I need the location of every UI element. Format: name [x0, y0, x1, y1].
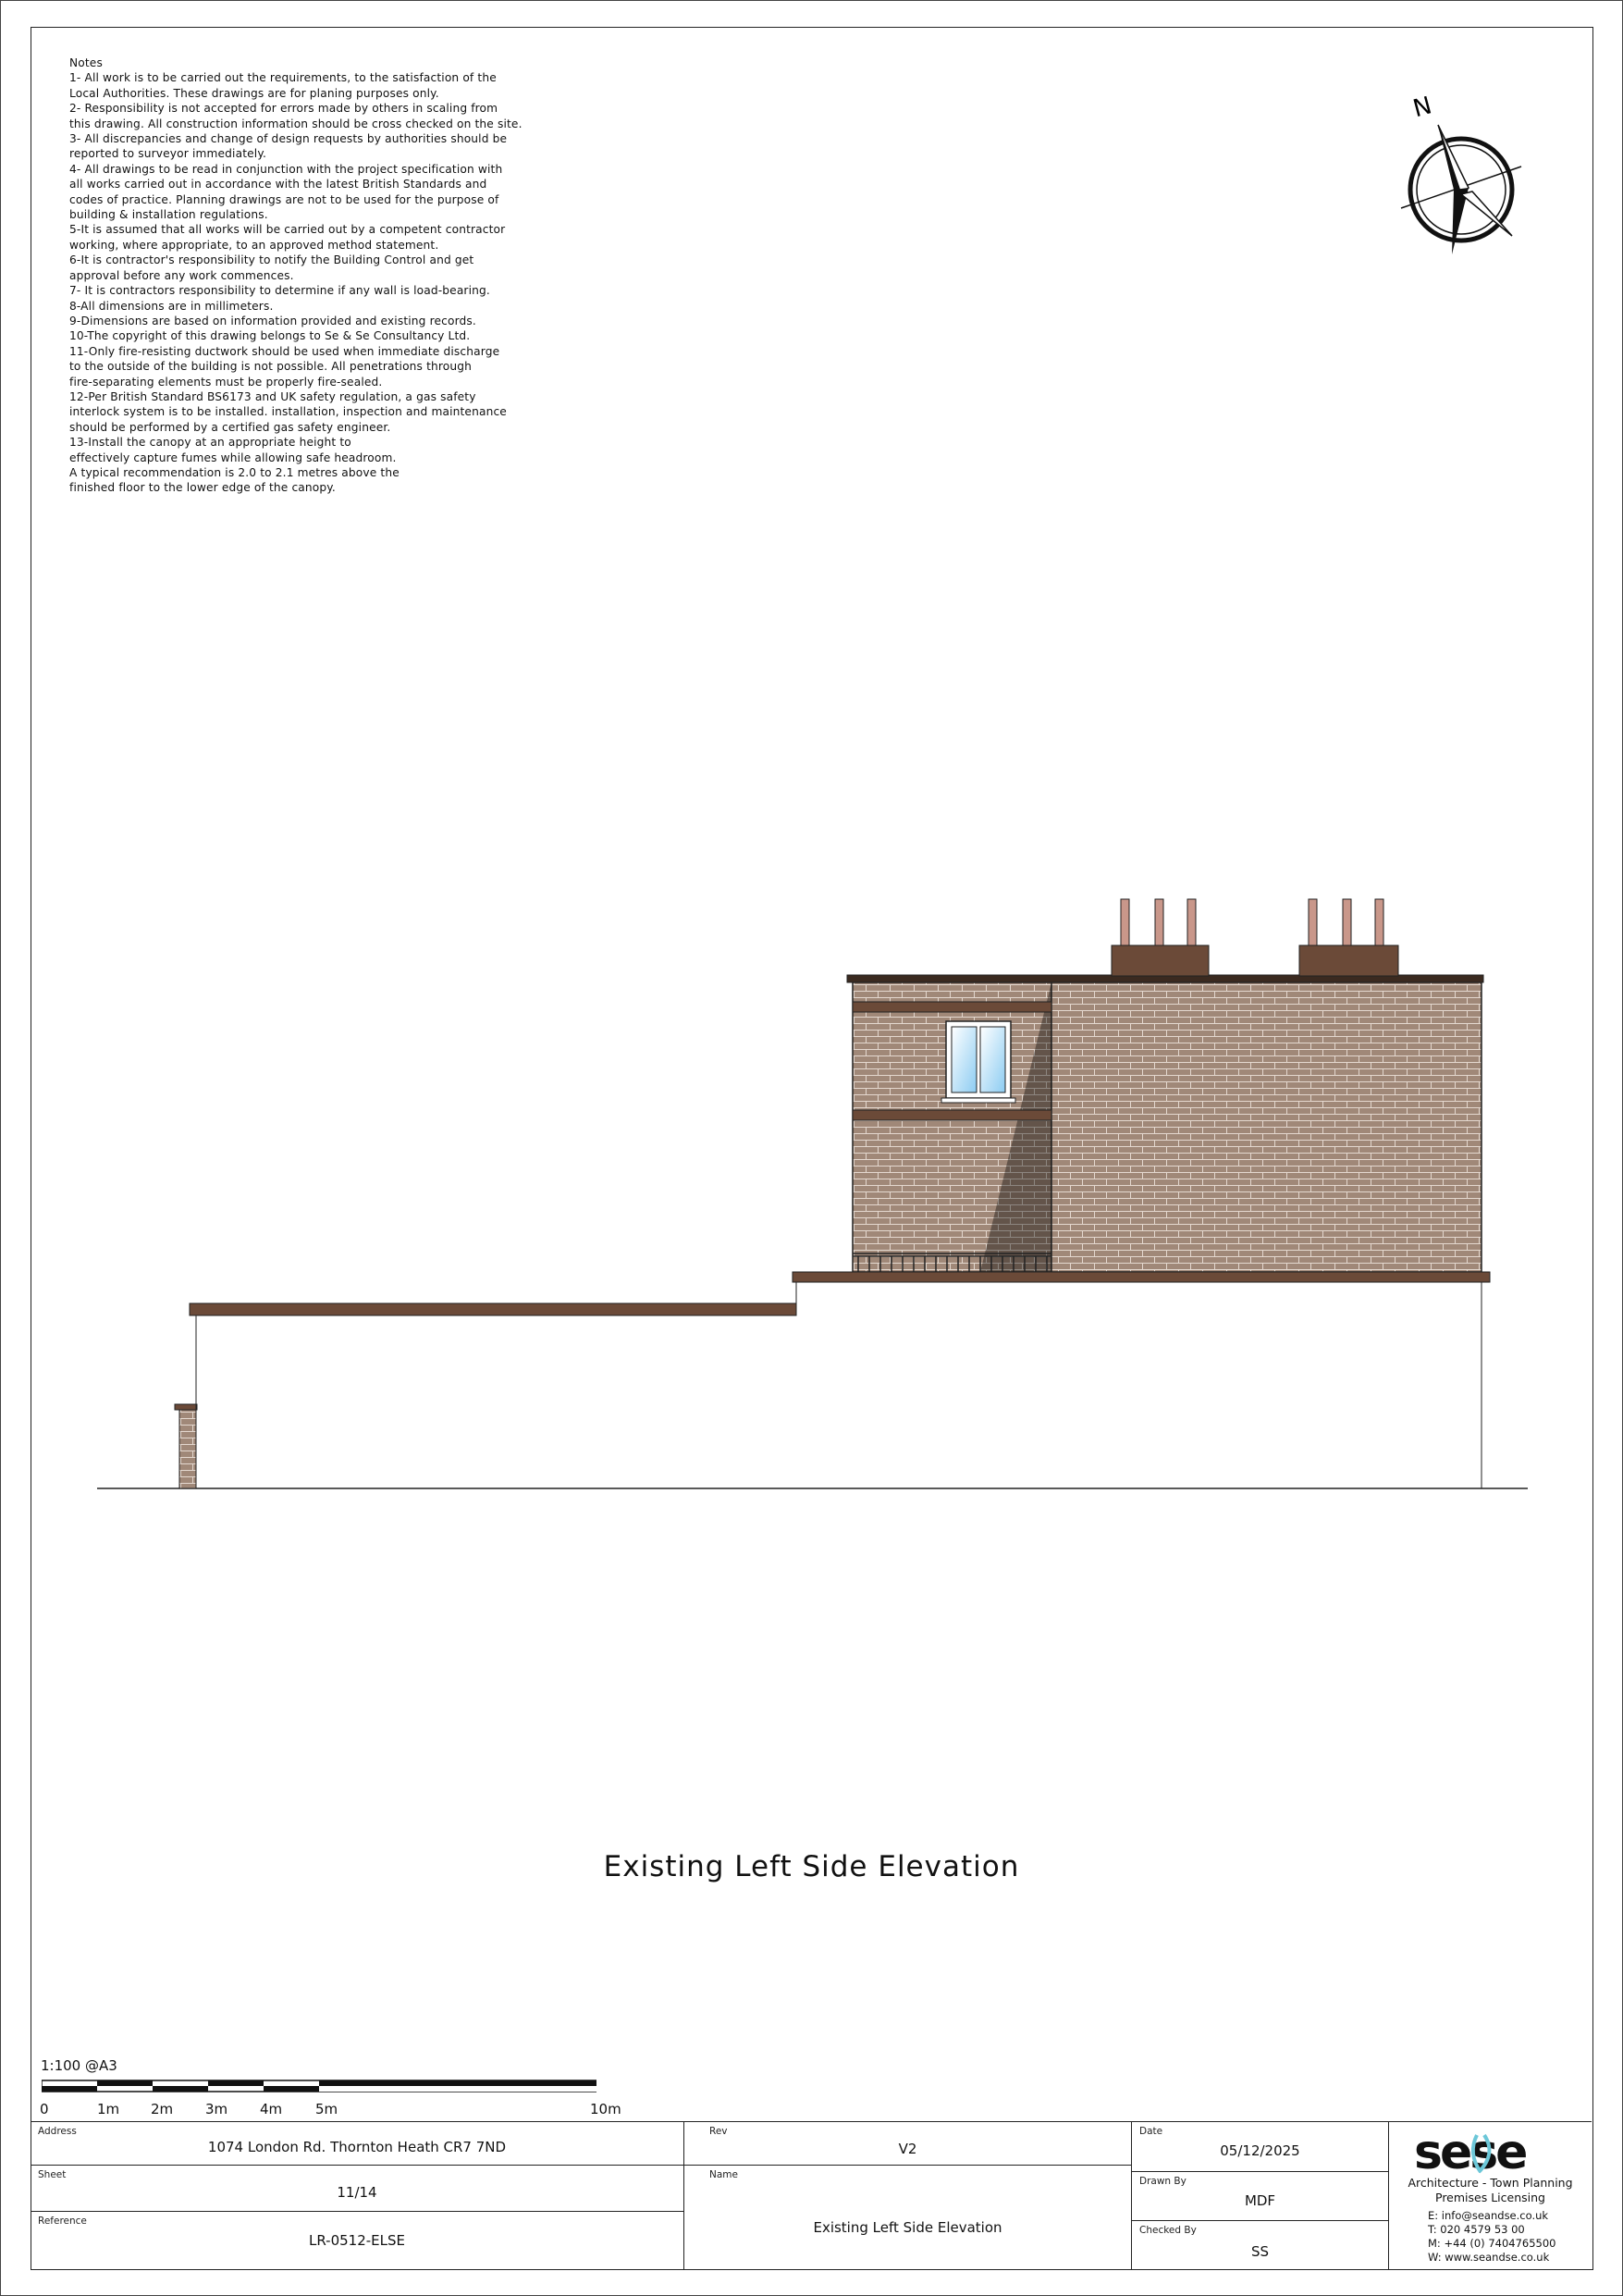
scale-tick: 2m — [151, 2101, 174, 2117]
note-line: 3- All discrepancies and change of design requests by authorities should be — [69, 132, 508, 146]
company-email: E: info@seandse.co.uk — [1428, 2209, 1549, 2222]
notes-heading: Notes — [69, 56, 103, 69]
scale-label: 1:100 @A3 — [41, 2057, 117, 2074]
north-label: N — [1409, 92, 1435, 124]
notes-lines — [69, 70, 587, 495]
name-value: Existing Left Side Elevation — [813, 2219, 1002, 2236]
chimney-stack-right — [1299, 945, 1398, 976]
note-line: 7- It is contractors responsibility to determine if any wall is load-bearing. — [69, 284, 490, 298]
note-line: 9-Dimensions are based on information provided and existing records. — [69, 314, 476, 327]
date-cell: Date 05/12/2025 — [1132, 2121, 1389, 2171]
note-line: should be performed by a certified gas safety engineer. — [69, 420, 391, 434]
company-web: W: www.seandse.co.uk — [1428, 2251, 1550, 2264]
drawing-title: Existing Left Side Elevation — [603, 1850, 1020, 1883]
date-value: 05/12/2025 — [1220, 2142, 1300, 2159]
note-line: 6-It is contractor's responsibility to notify the Building Control and get — [69, 253, 474, 267]
note-line: 5-It is assumed that all works will be carried out by a competent contractor — [69, 223, 506, 237]
address-value: 1074 London Rd. Thornton Heath CR7 7ND — [207, 2139, 507, 2155]
rev-value: V2 — [898, 2141, 917, 2157]
north-arrow-compass-icon — [1387, 88, 1535, 264]
middle-band — [853, 1110, 1051, 1120]
note-line: codes of practice. Planning drawings are not to be used for the purpose of — [69, 192, 499, 206]
notes-block — [69, 56, 587, 496]
note-line: Local Authorities. These drawings are for planing purposes only. — [69, 86, 439, 100]
reference-cell: Reference LR-0512-ELSE — [31, 2211, 684, 2269]
drawn-by-value: MDF — [1244, 2192, 1276, 2209]
note-line: all works carried out in accordance with the latest British Standards and — [69, 178, 487, 191]
note-line: 8-All dimensions are in millimeters. — [69, 299, 274, 313]
checked-by-value: SS — [1250, 2243, 1270, 2260]
chimney-stack-left — [1112, 945, 1209, 976]
window-pane-left — [952, 1027, 977, 1092]
note-line: approval before any work commences. — [69, 268, 294, 282]
rear-extension-fascia — [190, 1303, 796, 1315]
company-phone: T: 020 4579 53 00 — [1428, 2223, 1525, 2236]
chimney-pots — [1121, 899, 1383, 945]
note-line: fire-separating elements must be properly fire-sealed. — [69, 375, 383, 389]
note-line: 13-Install the canopy at an appropriate height to — [69, 436, 351, 450]
reference-value: LR-0512-ELSE — [308, 2232, 405, 2249]
name-cell: Name Existing Left Side Elevation — [684, 2165, 1132, 2269]
note-line: 4- All drawings to be read in conjunction with the project specification with — [69, 162, 503, 176]
window-pane-right — [980, 1027, 1005, 1092]
note-line: 12-Per British Standard BS6173 and UK safety regulation, a gas safety — [69, 389, 476, 403]
window-sill — [941, 1098, 1015, 1103]
sheet-value: 11/14 — [337, 2184, 377, 2201]
note-line: working, where appropriate, to an approved method statement. — [69, 238, 439, 252]
note-line: interlock system is to be installed. installation, inspection and maintenance — [69, 405, 507, 419]
company-mobile: M: +44 (0) 7404765500 — [1428, 2237, 1556, 2250]
scale-tick: 10m — [590, 2101, 621, 2117]
company-tagline-1: Architecture - Town Planning — [1408, 2176, 1573, 2190]
company-logo-block — [1389, 2121, 1592, 2270]
note-line: this drawing. All construction information should be cross checked on the site. — [69, 117, 523, 130]
scale-tick: 1m — [97, 2101, 120, 2117]
logo-wordmark: sese — [1414, 2129, 1526, 2176]
sheet-cell: Sheet 11/14 — [31, 2165, 684, 2211]
scale-tick: 4m — [260, 2101, 283, 2117]
note-line: A typical recommendation is 2.0 to 2.1 metres above the — [69, 465, 400, 479]
rev-cell: Rev V2 — [684, 2121, 1132, 2165]
note-line: to the outside of the building is not possible. All penetrations through — [69, 360, 473, 374]
note-line: reported to surveyor immediately. — [69, 147, 266, 161]
ground-slab — [793, 1272, 1490, 1282]
note-line: 2- Responsibility is not accepted for errors made by others in scaling from — [69, 102, 498, 116]
drawn-by-cell: Drawn By MDF — [1132, 2171, 1389, 2220]
note-line: finished floor to the lower edge of the canopy. — [69, 481, 336, 495]
note-line: 10-The copyright of this drawing belongs to Se & Se Consultancy Ltd. — [69, 329, 471, 343]
company-tagline-2: Premises Licensing — [1435, 2191, 1545, 2204]
sese-logo-icon — [1412, 2129, 1551, 2176]
note-line: building & installation regulations. — [69, 208, 268, 222]
note-line: effectively capture fumes while allowing safe headroom. — [69, 451, 397, 464]
scale-tick: 0 — [40, 2101, 49, 2117]
note-line: 1- All work is to be carried out the requirements, to the satisfaction of the — [69, 71, 497, 85]
scale-tick: 3m — [205, 2101, 228, 2117]
upper-band — [853, 1002, 1051, 1012]
scale-tick: 5m — [315, 2101, 338, 2117]
elevation-drawing — [0, 870, 1623, 1517]
low-brick-wall — [179, 1410, 196, 1488]
note-line: 11-Only fire-resisting ductwork should be used when immediate discharge — [69, 344, 500, 358]
low-wall-coping — [175, 1404, 197, 1410]
checked-by-cell: Checked By SS — [1132, 2220, 1389, 2269]
address-cell: Address 1074 London Rd. Thornton Heath CR7 7ND — [31, 2121, 684, 2165]
